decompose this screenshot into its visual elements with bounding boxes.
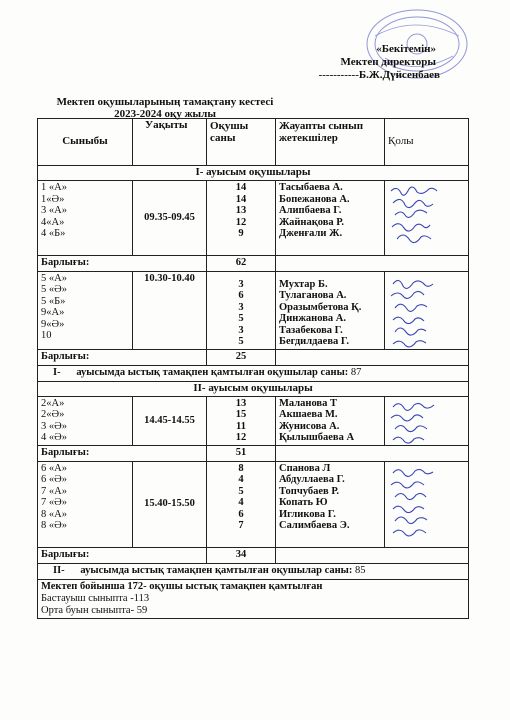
total-value: 51: [207, 445, 276, 461]
teacher-item: Бегдилдаева Г.: [279, 336, 349, 347]
group-teachers: [276, 271, 385, 349]
class-item: 3 «Ә»: [41, 420, 67, 432]
group-counts: [207, 396, 276, 445]
total-row: [38, 255, 469, 271]
shift-2-summary-value: 85: [355, 564, 366, 576]
summary-line-2: Бастауыш сыныпта -113: [41, 592, 150, 604]
shift-1-title-row: [38, 166, 469, 181]
group-time: 14.45-14.55: [133, 396, 207, 445]
class-item: 3 «А»: [41, 205, 67, 216]
count-item: 6: [238, 290, 244, 301]
group-time: 09.35-09.45: [133, 181, 207, 256]
title-line-2: 2023-2024 оқу жылы: [114, 108, 216, 120]
teacher-item: Акшаева М.: [279, 409, 338, 420]
approval-block: [300, 43, 500, 82]
total-value: 25: [207, 349, 276, 365]
class-item: 1 «А»: [41, 182, 67, 193]
teacher-item: Тасыбаева А.: [279, 182, 343, 193]
class-item: 2«А»: [41, 397, 65, 409]
shift-1-roman: I-: [53, 366, 61, 378]
count-item: 12: [235, 216, 247, 228]
class-item: 4«А»: [41, 216, 65, 228]
document-title: [0, 96, 330, 120]
group-row: [38, 396, 469, 445]
class-item: 6 «А»: [41, 462, 67, 474]
approval-line-3: -----------Б.Ж.Дүйсенбаев: [318, 69, 440, 81]
count-item: 12: [235, 432, 247, 443]
class-item: 9«Ә»: [41, 318, 65, 330]
count-item: 4: [238, 474, 244, 485]
teacher-item: Игликова Г.: [279, 508, 336, 520]
shift-2-summary-row: [38, 563, 469, 579]
header-row: [38, 119, 469, 166]
count-item: 13: [235, 205, 247, 216]
class-item: 8 «Ә»: [41, 520, 67, 531]
class-item: 1«Ә»: [41, 193, 65, 205]
summary-line-1: Мектеп бойынша 172- оқушы ыстық тамақпен қамтылған: [41, 580, 323, 592]
count-item: 6: [238, 508, 244, 520]
shift-1-summary-text: ауысымда ыстық тамақпен қамтылған оқушылар саны:: [76, 366, 349, 378]
teacher-item: Алипбаева Г.: [279, 205, 342, 216]
teacher-item: Маланова Т: [279, 397, 337, 409]
count-item: 3: [238, 324, 244, 336]
approval-line-1: «Бекітемін»: [376, 43, 436, 55]
signature-cell: [385, 181, 469, 256]
count-item: 9: [238, 228, 244, 239]
shift-2-summary-text: ауысымда ыстық тамақпен қамтылған оқушылар саны:: [80, 564, 353, 576]
count-item: 15: [235, 409, 247, 420]
shift-2-title: II- ауысым оқушылары: [38, 381, 469, 396]
shift-1-title: I- ауысым оқушылары: [38, 166, 469, 181]
teacher-item: Оразымбетова Қ.: [279, 301, 362, 313]
header-signature: Қолы: [385, 119, 469, 166]
count-item: 3: [238, 301, 244, 313]
header-count: Оқушы саны: [207, 119, 276, 166]
shift-2-roman: II-: [53, 564, 65, 576]
shift-1-summary-row: [38, 365, 469, 381]
teacher-item: Тазабекова Г.: [279, 324, 343, 336]
class-item: 10: [41, 330, 52, 341]
class-item: 5 «А»: [41, 272, 67, 284]
count-item: 5: [238, 485, 244, 497]
teacher-item: Копать Ю: [279, 497, 328, 508]
header-time: Уақыты: [133, 119, 207, 166]
signature-cell: [385, 271, 469, 349]
total-row: [38, 547, 469, 563]
class-item: 4 «Б»: [41, 228, 66, 239]
group-time: 10.30-10.40: [133, 271, 207, 349]
class-item: 8 «А»: [41, 508, 67, 520]
teacher-item: Жайнақова Р.: [279, 216, 345, 228]
teacher-item: Салимбаева Э.: [279, 520, 350, 531]
signature-cell: [385, 396, 469, 445]
count-item: 8: [238, 462, 244, 474]
teacher-item: Тулаганова А.: [279, 290, 347, 301]
total-value: 34: [207, 547, 276, 563]
group-classes: [38, 396, 133, 445]
count-item: 14: [235, 182, 247, 193]
teacher-item: Жунисова А.: [279, 420, 340, 432]
count-item: 3: [238, 278, 244, 290]
total-label: Барлығы:: [38, 349, 207, 365]
total-row: [38, 445, 469, 461]
handwritten-signatures: [387, 274, 447, 356]
shift-2-title-row: [38, 381, 469, 396]
class-item: 7 «А»: [41, 485, 67, 497]
summary-line-3: Орта буын сыныпта- 59: [41, 604, 148, 616]
handwritten-signatures: [387, 399, 447, 447]
group-teachers: [276, 461, 385, 547]
count-item: 4: [238, 497, 244, 508]
teacher-item: Абдуллаева Г.: [279, 474, 345, 485]
count-item: 11: [236, 420, 246, 432]
class-item: 5 «Ә»: [41, 284, 67, 295]
group-row: [38, 271, 469, 349]
handwritten-signatures: [387, 183, 447, 253]
total-value: 62: [207, 255, 276, 271]
group-classes: [38, 181, 133, 256]
total-label: Барлығы:: [38, 445, 207, 461]
teacher-item: Мухтар Б.: [279, 278, 328, 290]
school-summary-row: [38, 579, 469, 618]
group-teachers: [276, 396, 385, 445]
class-item: 5 «Б»: [41, 295, 66, 307]
group-counts: [207, 271, 276, 349]
group-counts: [207, 181, 276, 256]
count-item: 5: [238, 313, 244, 324]
teacher-item: Динжанова А.: [279, 313, 346, 324]
group-classes: [38, 461, 133, 547]
group-teachers: [276, 181, 385, 256]
teacher-item: Қылышбаева А: [279, 432, 355, 443]
schedule-table: [37, 118, 469, 619]
shift-1-summary-value: 87: [350, 366, 362, 378]
header-responsible: Жауапты сынып жетекшілер: [276, 119, 385, 166]
shift-2-summary: [41, 565, 366, 576]
count-item: 14: [235, 193, 247, 205]
group-row: [38, 181, 469, 256]
count-item: 7: [238, 520, 244, 531]
header-class: Сыныбы: [38, 119, 133, 166]
class-item: 6 «Ә»: [41, 474, 67, 485]
count-item: 13: [235, 397, 247, 409]
count-item: 5: [238, 336, 244, 347]
title-line-1: Мектеп оқушыларының тамақтану кестесі: [56, 96, 274, 108]
class-item: 2«Ә»: [41, 409, 65, 420]
group-classes: [38, 271, 133, 349]
group-time: 15.40-15.50: [133, 461, 207, 547]
teacher-item: Топчубаев Р.: [279, 485, 340, 497]
shift-1-summary: [41, 367, 361, 378]
teacher-item: Спанова Л: [279, 462, 331, 474]
teacher-item: Бопежанова А.: [279, 193, 350, 205]
group-counts: [207, 461, 276, 547]
total-label: Барлығы:: [38, 255, 207, 271]
class-item: 7 «Ә»: [41, 497, 67, 508]
group-row: [38, 461, 469, 547]
total-label: Барлығы:: [38, 547, 207, 563]
approval-line-2: Мектеп директоры: [340, 56, 436, 68]
handwritten-signatures: [387, 464, 447, 546]
class-item: 9«А»: [41, 307, 65, 318]
signature-cell: [385, 461, 469, 547]
class-item: 4 «Ә»: [41, 432, 67, 443]
teacher-item: Дженғали Ж.: [279, 228, 343, 239]
